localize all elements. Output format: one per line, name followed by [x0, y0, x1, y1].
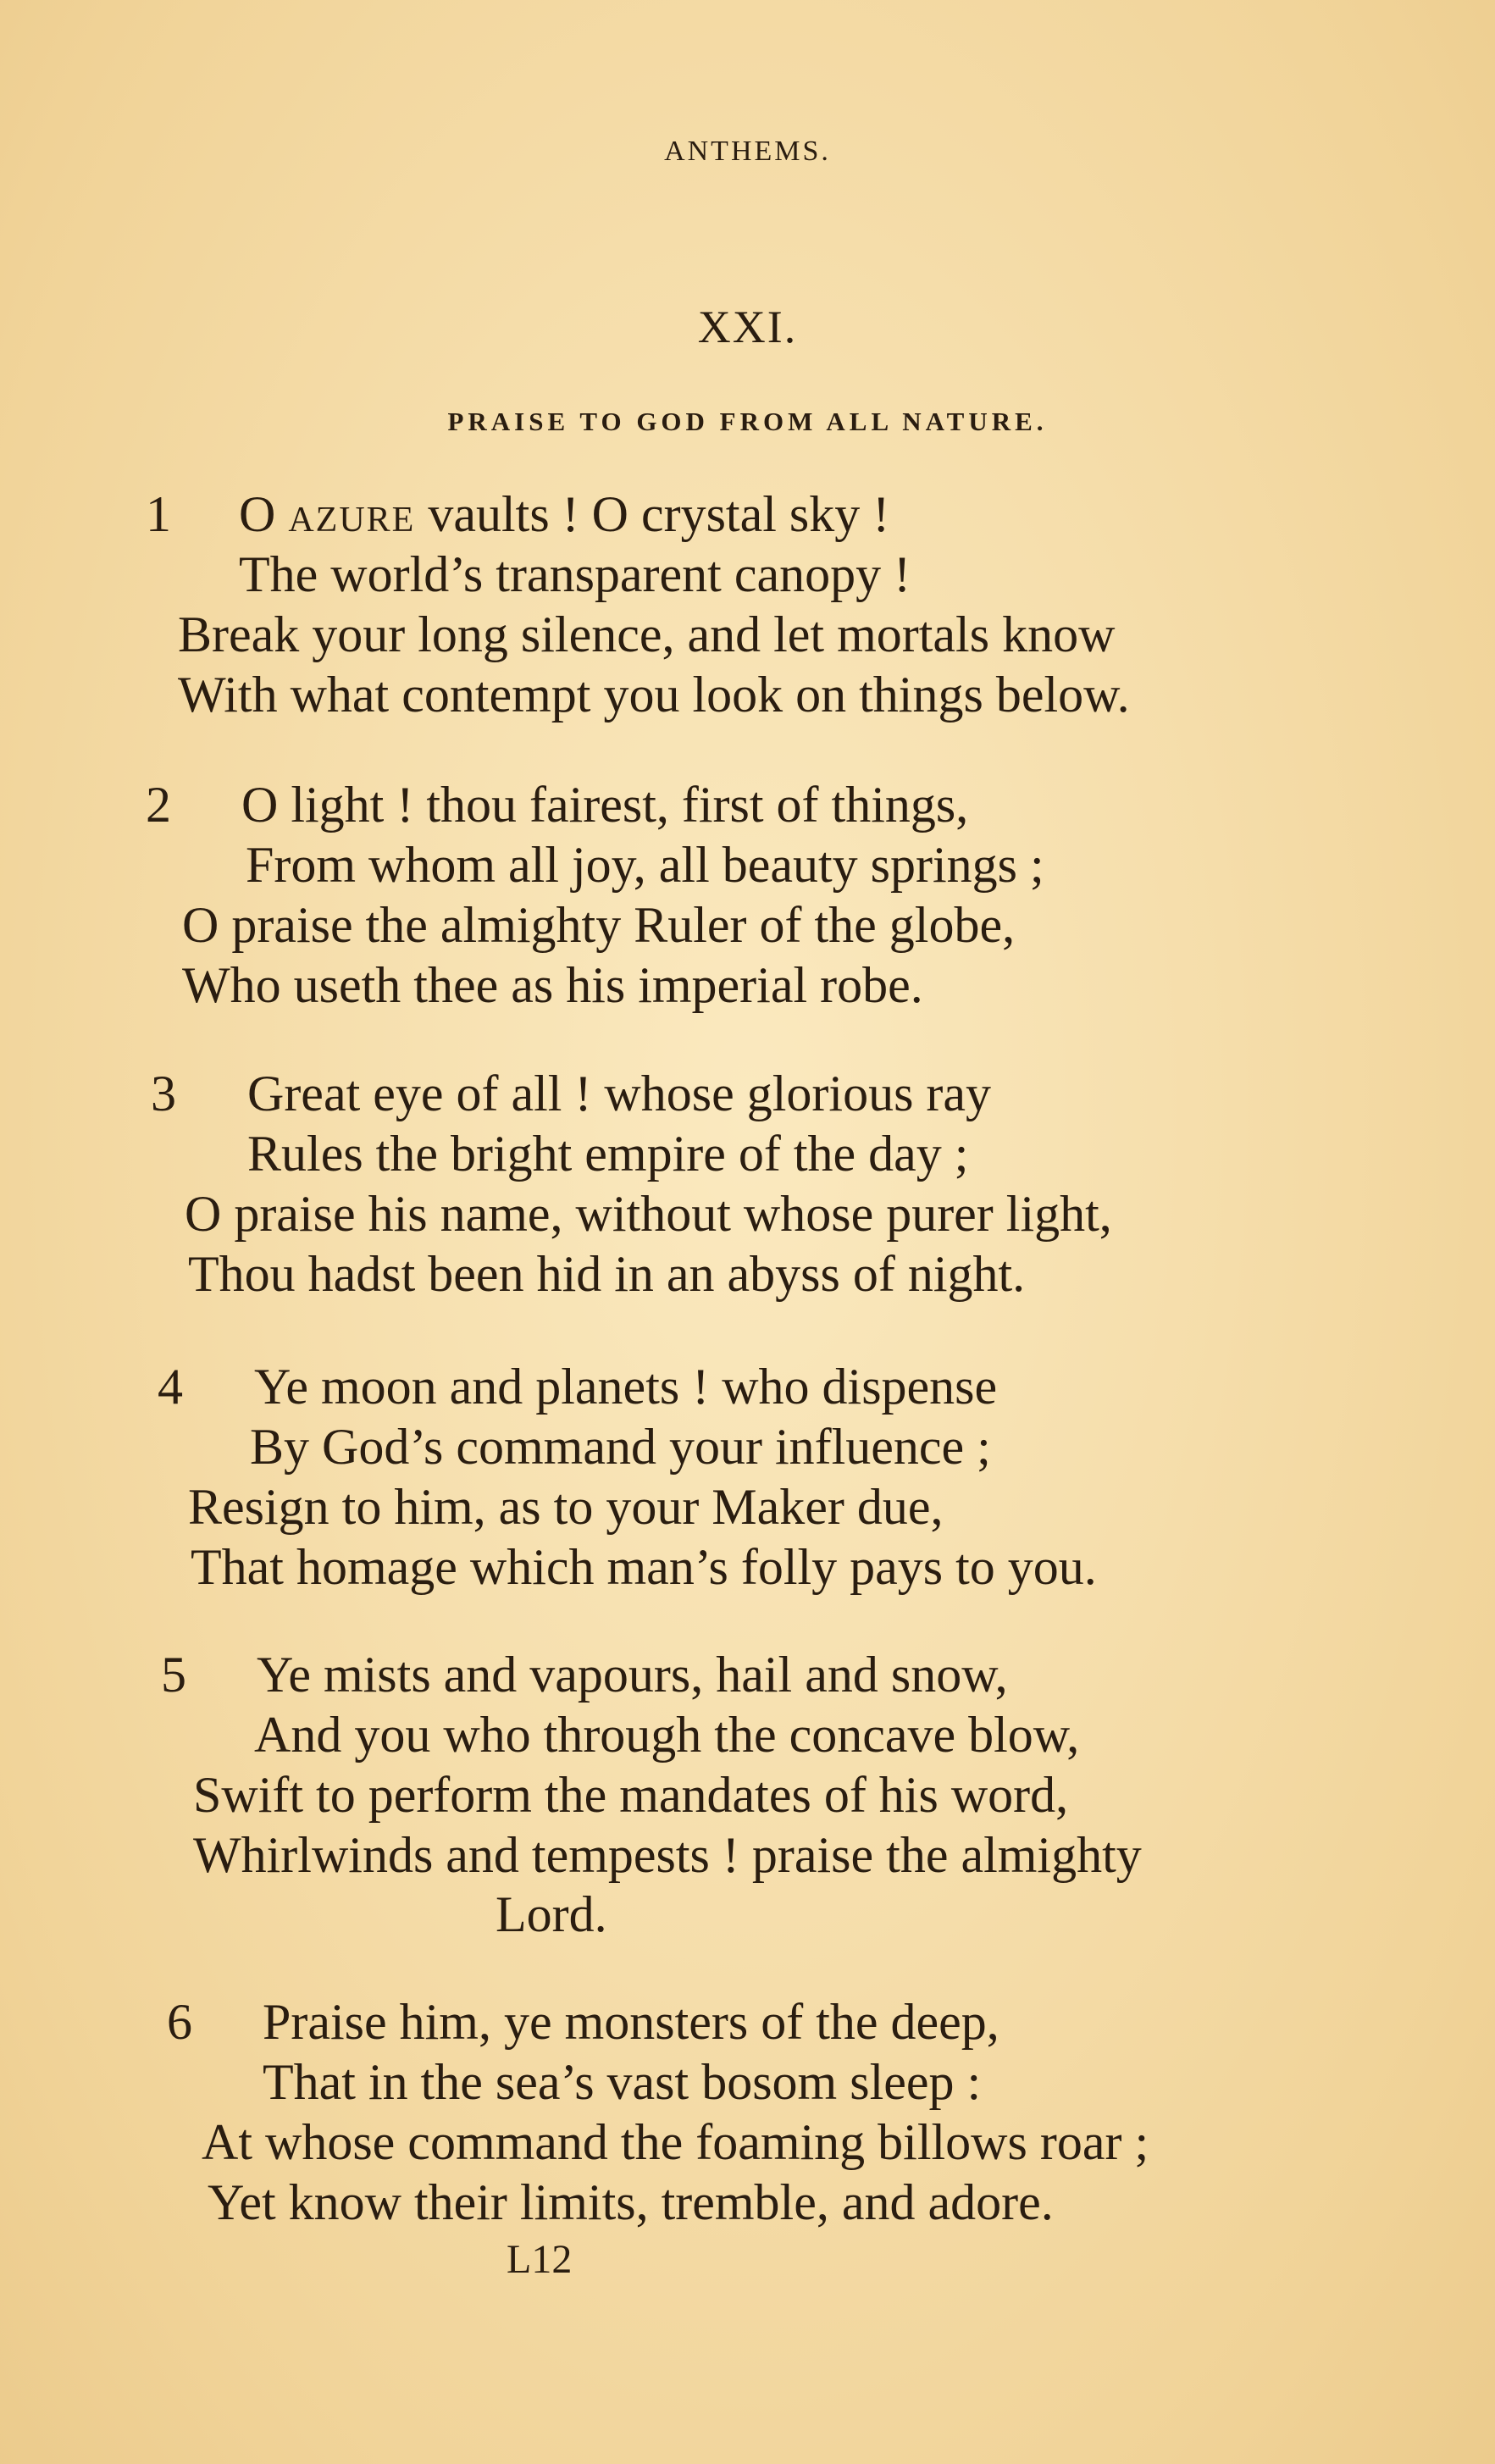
verse-line: Swift to perform the mandates of his word,	[193, 1767, 1069, 1823]
verse-line: That in the sea’s vast bosom sleep :	[263, 2054, 982, 2110]
verse-line: O light ! thou fairest, first of things,	[241, 777, 969, 833]
hymn-number: XXI.	[697, 302, 798, 352]
stanza-number: 2	[146, 777, 171, 833]
verse-line: And you who through the concave blow,	[254, 1707, 1080, 1763]
signature-mark: L12	[507, 2237, 573, 2282]
stanza-number: 5	[161, 1647, 186, 1703]
verse-line-lead: O	[239, 486, 289, 542]
verse-line: Break your long silence, and let mortals know	[178, 606, 1116, 662]
verse-line: From whom all joy, all beauty springs ;	[246, 837, 1044, 893]
verse-line: Thou hadst been hid in an abyss of night.	[188, 1246, 1026, 1302]
stanza-number: 4	[158, 1359, 183, 1415]
verse-line: Who useth thee as his imperial robe.	[182, 957, 923, 1013]
verse-line: By God’s command your influence ;	[250, 1419, 991, 1475]
verse-line: At whose command the foaming billows roar ;	[202, 2114, 1149, 2170]
verse-line-rest: vaults ! O crystal sky !	[415, 486, 890, 542]
verse-line: The world’s transparent canopy !	[239, 546, 911, 602]
stanza-number: 6	[167, 1994, 192, 2050]
verse-line: O praise his name, without whose purer light,	[185, 1186, 1112, 1242]
verse-line: Rules the bright empire of the day ;	[247, 1126, 969, 1182]
verse-line: Whirlwinds and tempests ! praise the almighty	[193, 1827, 1142, 1883]
stanza-number: 3	[151, 1066, 176, 1121]
verse-line: That homage which man’s folly pays to you.	[191, 1539, 1097, 1595]
verse-line	[239, 484, 889, 544]
verse-line: O praise the almighty Ruler of the globe,	[182, 897, 1016, 953]
verse-line: With what contempt you look on things below.	[178, 667, 1130, 723]
stanza-number: 1	[146, 486, 171, 542]
verse-line: Ye moon and planets ! who dispense	[254, 1359, 998, 1415]
verse-line: Praise him, ye monsters of the deep,	[263, 1994, 999, 2050]
verse-line: Great eye of all ! whose glorious ray	[247, 1066, 992, 1121]
verse-line: Resign to him, as to your Maker due,	[188, 1479, 944, 1535]
hymn-title: PRAISE TO GOD FROM ALL NATURE.	[447, 407, 1048, 436]
verse-line: Ye mists and vapours, hail and snow,	[257, 1647, 1008, 1703]
verse-line: Yet know their limits, tremble, and adore.	[208, 2174, 1054, 2230]
verse-line-smallcaps: azure	[288, 486, 416, 542]
running-head: ANTHEMS.	[664, 136, 831, 167]
verse-line-continuation: Lord.	[496, 1886, 607, 1942]
